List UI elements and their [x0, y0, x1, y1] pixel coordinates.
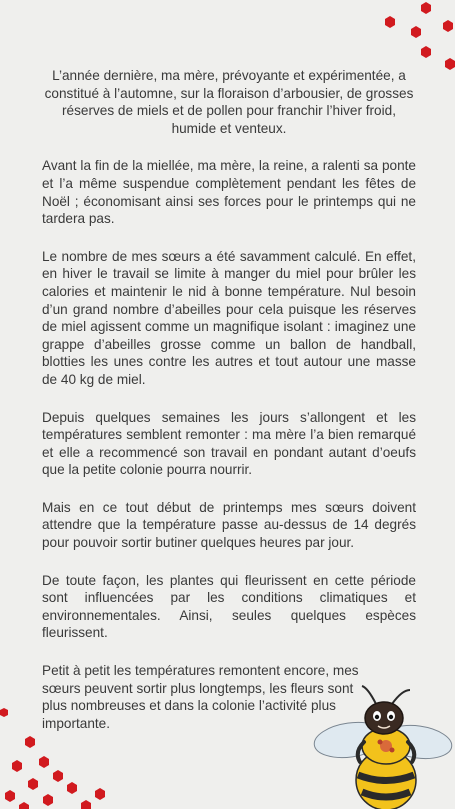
hexagon-icon: [0, 708, 8, 717]
hexagon-icon: [5, 790, 15, 802]
hexagon-icon: [39, 756, 49, 768]
hexagon-icon: [28, 778, 38, 790]
hexagon-icon: [53, 770, 63, 782]
paragraph-6: De toute façon, les plantes qui fleurissent en cette période sont influencées par les conditions climatiques et environnementales. Ainsi, seules quelques espèces fleurissent.: [42, 572, 416, 641]
hexagon-icon: [445, 58, 455, 70]
paragraph-2: Avant la fin de la miellée, ma mère, la reine, a ralenti sa ponte et l’a même suspendue complètement pendant les fêtes de Noël ; économisant ainsi ses forces pour le printemps qui ne tardera pas.: [42, 158, 416, 227]
hexagon-icon: [67, 782, 77, 794]
hexagon-icon: [25, 736, 35, 748]
paragraph-1: L’année dernière, ma mère, prévoyante et expérimentée, a constitué à l’automne, sur la floraison d’arbousier, de grosses réserves de miels et de pollen pour franchir l’hiver froid, humide et venteux.: [44, 68, 414, 136]
hexagon-icon: [12, 760, 22, 772]
paragraph-3: Le nombre de mes sœurs a été savamment calculé. En effet, en hiver le travail se limite à manger du miel pour brûler les calories et maintenir le nid à bonne température. Nul besoin d’un grand nombre d’abeilles pour cela puisque les réserves de miel agissent comme un magnifique isolant : imaginez une grappe d’abeilles grosse comme un ballon de handball, blotties les unes contre les autres et tout autour une masse de 40 kg de miel.: [42, 248, 416, 387]
paragraph-7: Petit à petit les températures remontent encore, mes sœurs peuvent sortir plus longtemps, les fleurs sont plus nombreuses et dans la colonie l’activité plus importante.: [42, 663, 359, 731]
paragraph-4: Depuis quelques semaines les jours s’allongent et les températures semblent remonter : ma mère l’a bien remarqué et elle a recommencé son travail en pondant autant d’oeufs que la petite colonie pourra nourrir.: [42, 409, 416, 478]
story-text: [42, 67, 416, 752]
hexagon-icon: [19, 802, 29, 809]
hexagon-icon: [421, 2, 431, 14]
bee-illustration: [310, 680, 455, 809]
hexagon-cluster-top-right: [370, 0, 455, 70]
hexagon-icon: [81, 800, 91, 809]
hexagon-icon: [443, 20, 453, 32]
hexagon-icon: [385, 16, 395, 28]
paragraph-5: Mais en ce tout début de printemps mes sœurs doivent attendre que la température passe au-dessus de 14 degrés pour pouvoir sortir butiner quelques heures par jour.: [42, 499, 416, 551]
hexagon-icon: [411, 26, 421, 38]
hexagon-icon: [95, 788, 105, 800]
hexagon-icon: [421, 46, 431, 58]
hexagon-icon: [43, 794, 53, 806]
